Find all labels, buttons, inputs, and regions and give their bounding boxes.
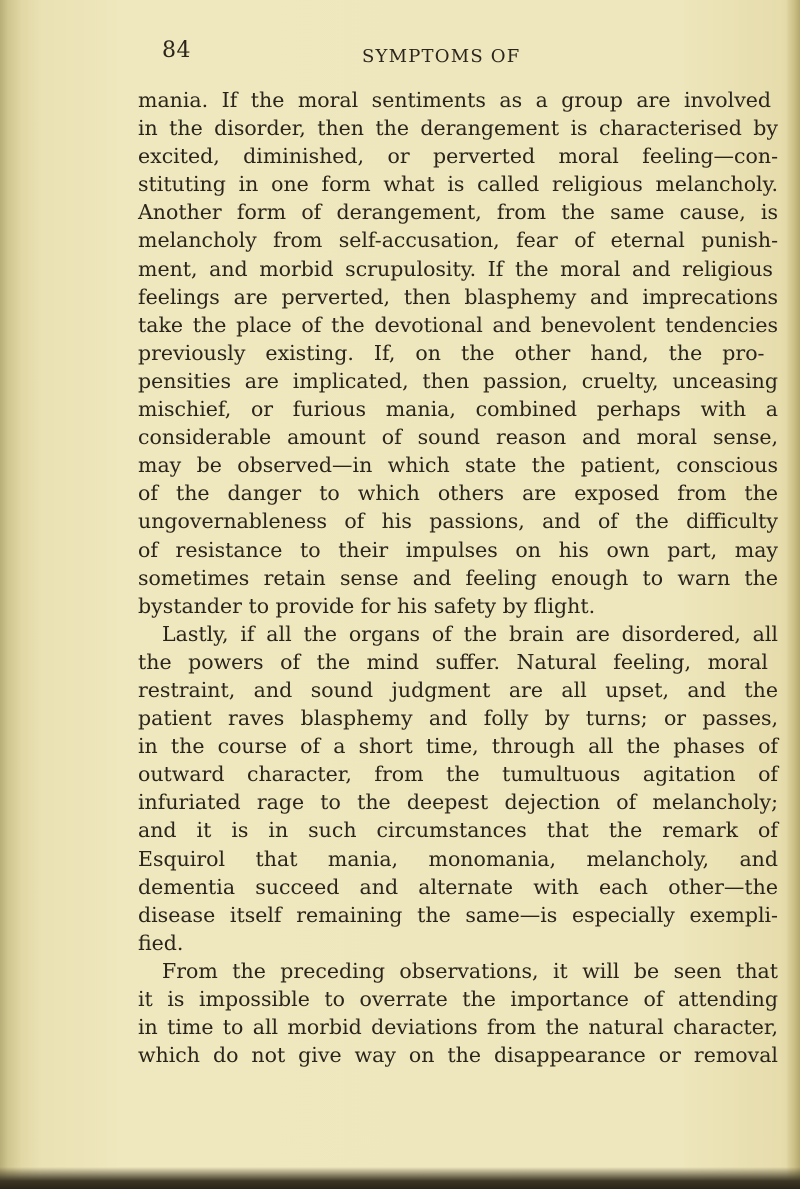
text-line: sometimes retain sense and feeling enough to warn the [138,565,778,590]
text-line: fied. [138,930,184,955]
text-line: Esquirol that mania, monomania, melancholy, and [138,846,778,871]
text-line: mania. If the moral sentiments as a group are involved [138,88,772,112]
text-line: disease itself remaining the same—is especially exempli- [138,902,778,927]
text-line: of resistance to their impulses on his own part, may [138,537,778,562]
page-header [0,38,800,78]
text-line: may be observed—in which state the patient, conscious [138,453,778,478]
text-line: dementia succeed and alternate with each other—the [138,874,778,899]
text-line: restraint, and sound judgment are all upset, and the [138,677,778,702]
text-line: of the danger to which others are exposed from the [138,481,778,506]
text-line: melancholy from self-accusation, fear of eternal punish- [138,228,778,253]
page-bottom-edge [0,1167,800,1189]
text-line: patient raves blasphemy and folly by turns; or passes, [138,706,778,731]
running-head: SYMPTOMS OF [362,46,521,67]
text-line: From the preceding observations, it will be seen that [162,958,778,983]
text-line: and it is in such circumstances that the remark of [138,818,778,843]
text-line: outward character, from the tumultuous agitation of [138,762,778,787]
text-line: the powers of the mind suffer. Natural feeling, moral [138,649,768,674]
text-line: in the course of a short time, through all the phases of [138,734,778,759]
text-line: in time to all morbid deviations from the natural character, [138,1015,778,1040]
text-line: infuriated rage to the deepest dejection of melancholy; [138,790,778,815]
text-line: stituting in one form what is called religious melancholy. [138,172,778,197]
text-line: bystander to provide for his safety by flight. [138,593,596,618]
page-edge-shadow [786,0,800,1189]
page-number: 84 [162,38,191,63]
text-line: previously existing. If, on the other hand, the pro- [138,340,765,365]
text-line: Another form of derangement, from the same cause, is [138,200,778,225]
text-line: Lastly, if all the organs of the brain are disordered, all [162,621,778,646]
text-line: take the place of the devotional and benevolent tendencies [138,312,778,337]
body-text [138,86,778,1069]
text-line: mischief, or furious mania, combined perhaps with a [138,397,778,422]
page-gutter-shadow [0,0,40,1189]
text-line: in the disorder, then the derangement is characterised by [138,116,778,141]
text-line: considerable amount of sound reason and moral sense, [138,425,778,450]
text-line: it is impossible to overrate the importance of attending [138,987,778,1011]
text-line: which do not give way on the disappearance or removal [138,1043,778,1068]
text-line: excited, diminished, or perverted moral feeling—con- [138,144,778,169]
text-line: pensities are implicated, then passion, cruelty, unceasing [138,368,778,393]
text-line: ment, and morbid scrupulosity. If the moral and religious [138,256,773,281]
text-line: ungovernableness of his passions, and of the difficulty [138,509,778,534]
text-line: feelings are perverted, then blasphemy and imprecations [138,284,778,309]
